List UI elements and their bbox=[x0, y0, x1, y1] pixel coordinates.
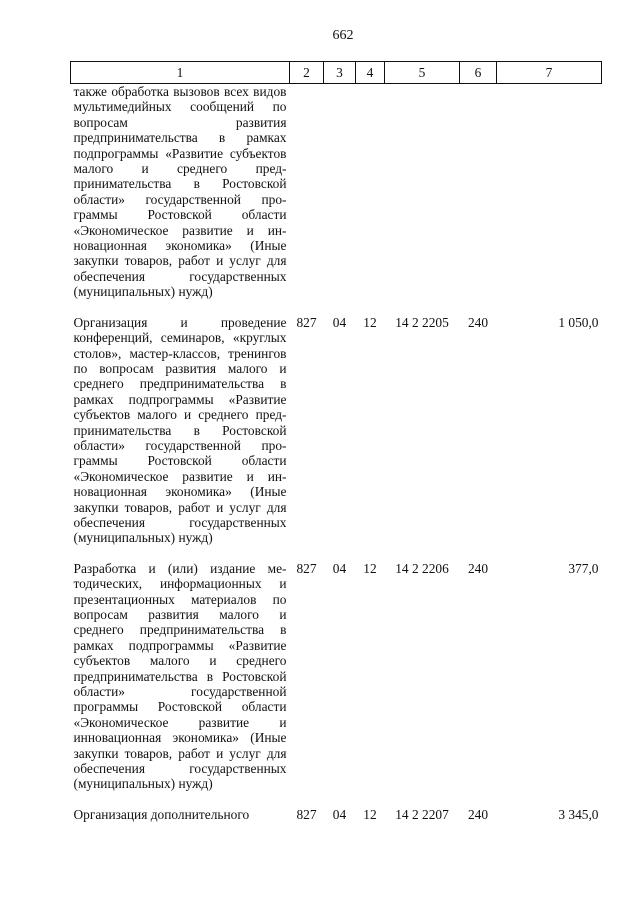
cell-target-article: 14 2 2207 bbox=[395, 806, 449, 822]
cell-ministry-code bbox=[290, 84, 324, 315]
table-row bbox=[71, 561, 602, 807]
column-header-6: 6 bbox=[460, 62, 497, 84]
column-header-3: 3 bbox=[324, 62, 356, 84]
column-header-2: 2 bbox=[290, 62, 324, 84]
column-header-5: 5 bbox=[385, 62, 460, 84]
cell-amount: 377,0 bbox=[568, 560, 599, 576]
column-header-7: 7 bbox=[497, 62, 602, 84]
cell-section bbox=[324, 84, 356, 315]
cell-subsection: 12 bbox=[363, 314, 377, 330]
column-header-1: 1 bbox=[71, 62, 290, 84]
table-body bbox=[71, 84, 602, 823]
cell-expense-type: 240 bbox=[467, 560, 489, 576]
table-row bbox=[71, 315, 602, 561]
cell-subsection: 12 bbox=[363, 560, 377, 576]
column-header-4: 4 bbox=[356, 62, 385, 84]
cell-target-article: 14 2 2205 bbox=[395, 314, 449, 330]
cell-ministry-code: 827 bbox=[296, 560, 317, 576]
row-description: Организация дополнительного bbox=[73, 806, 250, 822]
cell-expense-type: 240 bbox=[467, 314, 489, 330]
cell-ministry-code: 827 bbox=[296, 314, 317, 330]
cell-ministry-code: 827 bbox=[296, 806, 317, 822]
table-header bbox=[71, 62, 602, 84]
row-description: Организация и проведение конференций, семинаров, «круглых столов», мастер-классов, тренингов по вопросам развития малого и среднего предпринимательства в рамках подпрограммы «Развитие субъектов малого и среднего предпринимательства в Ростовской области» государственной программы Ростовской области «Экономическое развитие и инновационная экономика» (Иные закупки товаров, работ и услуг для обеспечения государственных (муниципальных) нужд) bbox=[73, 314, 287, 546]
table-row bbox=[71, 84, 602, 315]
row-description: также обработка вызовов всех видов мультимедийных сообщений по вопросам развития предпринимательства в рамках подпрограммы «Развитие субъектов малого и среднего предпринимательства в Ростовской области» государственной программы Ростовской области «Экономическое развитие и инновационная экономика» (Иные закупки товаров, работ и услуг для обеспечения государственных (муниципальных) нужд) bbox=[73, 84, 287, 300]
cell-section: 04 bbox=[332, 314, 347, 330]
cell-section: 04 bbox=[332, 806, 347, 822]
cell-amount: 3 345,0 bbox=[558, 806, 599, 822]
row-description: Разработка и (или) издание методических, информационных и презентационных материалов по вопросам развития малого и среднего предпринимательства в рамках подпрограммы «Развитие субъектов малого и среднего предпринимательства в Ростовской области» государственной программы Ростовской области «Экономическое развитие и инновационная экономика» (Иные закупки товаров, работ и услуг для обеспечения государственных (муниципальных) нужд) bbox=[73, 560, 287, 792]
cell-amount bbox=[497, 84, 602, 315]
cell-section: 04 bbox=[332, 560, 347, 576]
cell-subsection: 12 bbox=[363, 806, 377, 822]
header-row bbox=[71, 62, 602, 84]
cell-target-article: 14 2 2206 bbox=[395, 560, 449, 576]
cell-expense-type: 240 bbox=[467, 806, 489, 822]
budget-table bbox=[70, 61, 602, 822]
cell-target-article bbox=[385, 84, 460, 315]
table-row bbox=[71, 807, 602, 822]
cell-amount: 1 050,0 bbox=[558, 314, 599, 330]
page-number: 662 bbox=[332, 28, 354, 43]
cell-subsection bbox=[356, 84, 385, 315]
cell-expense-type bbox=[460, 84, 497, 315]
